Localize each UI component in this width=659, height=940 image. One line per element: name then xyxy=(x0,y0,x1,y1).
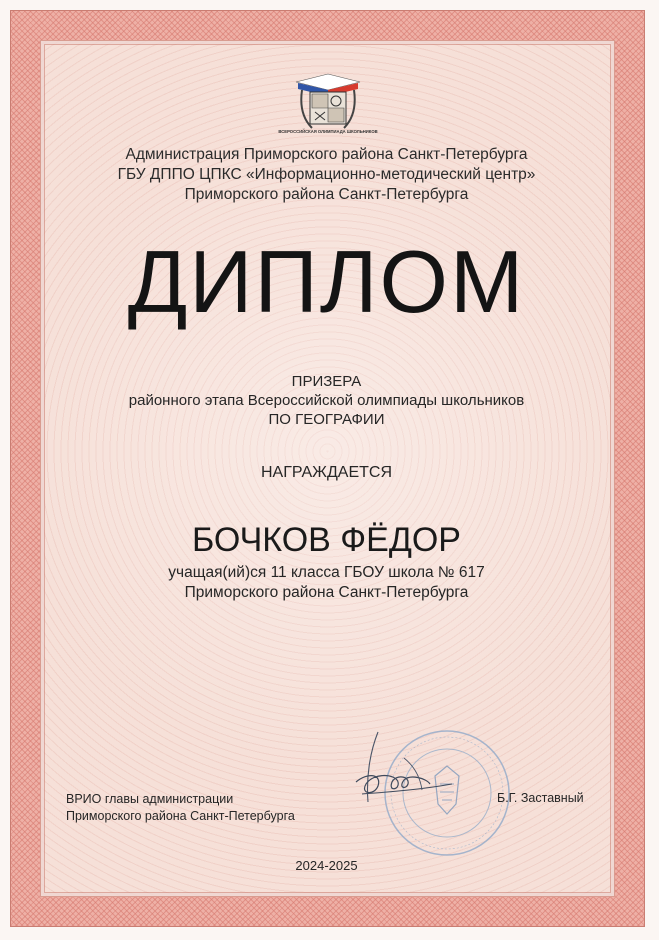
signatory-position xyxy=(66,791,295,825)
issuer-line-1: Администрация Приморского района Санкт-Петербурга xyxy=(125,146,528,163)
diploma-title: ДИПЛОМ xyxy=(127,232,526,331)
recipient-school: учащая(ий)ся 11 класса ГБОУ школа № 617 xyxy=(168,564,485,581)
recipient-name: БОЧКОВ ФЁДОР xyxy=(192,521,461,559)
recipient-details xyxy=(40,563,613,603)
signature-icon xyxy=(348,722,468,832)
awarded-label: НАГРАЖДАЕТСЯ xyxy=(261,464,392,481)
svg-text:ВСЕРОССИЙСКАЯ ОЛИМПИАДА ШКОЛЬН: ВСЕРОССИЙСКАЯ ОЛИМПИАДА ШКОЛЬНИКОВ xyxy=(278,129,378,134)
signatory-position-line-2: Приморского района Санкт-Петербурга xyxy=(66,809,295,823)
issuer-line-2: ГБУ ДППО ЦПКС «Информационно-методический центр» xyxy=(117,166,536,183)
rank-label: ПРИЗЕРА xyxy=(291,373,362,390)
issuer-line-3: Приморского района Санкт-Петербурга xyxy=(184,186,469,203)
academic-year: 2024-2025 xyxy=(295,858,358,873)
award-description xyxy=(40,372,613,429)
recipient-district: Приморского района Санкт-Петербурга xyxy=(184,584,469,601)
signatory-position-line-1: ВРИО главы администрации xyxy=(66,792,234,806)
event-label: районного этапа Всероссийской олимпиады школьников xyxy=(128,392,525,409)
subject-label: ПО ГЕОГРАФИИ xyxy=(268,411,385,428)
issuer-header xyxy=(40,145,613,205)
olympiad-emblem-icon xyxy=(278,70,378,136)
signatory-name: Б.Г. Заставный xyxy=(497,791,584,805)
